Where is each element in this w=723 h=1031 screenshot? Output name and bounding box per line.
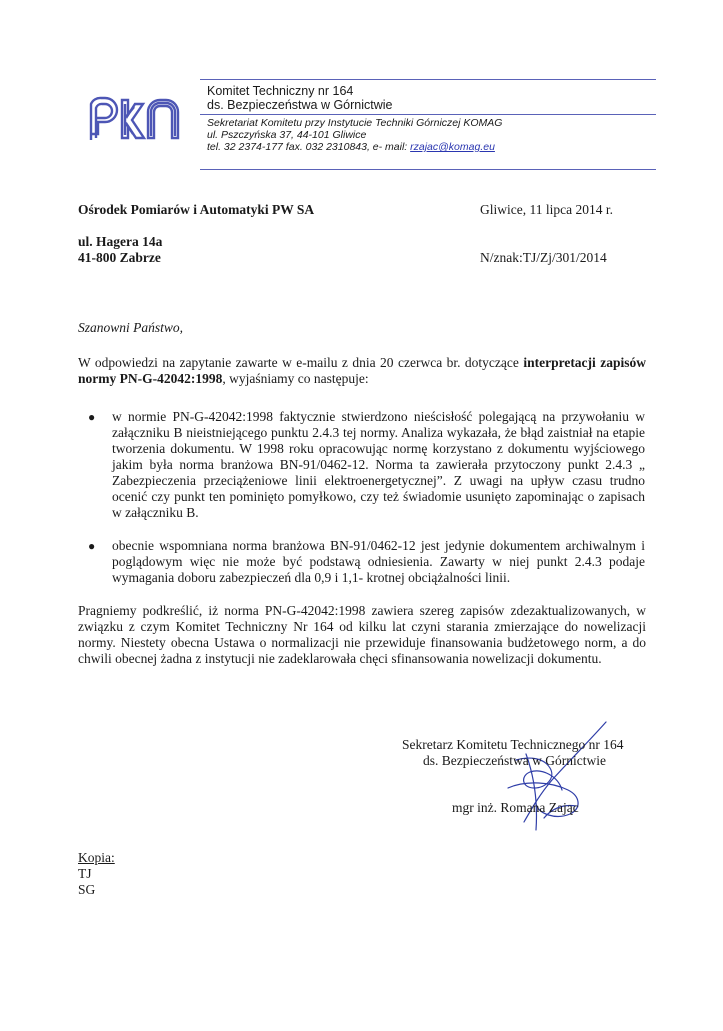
pkn-logo — [88, 96, 190, 142]
intro-bold-topic: interpretacji zapisów — [523, 355, 646, 370]
signature-title-line1: Sekretarz Komitetu Technicznego nr 164 — [402, 737, 624, 752]
committee-name: Komitet Techniczny nr 164 — [207, 84, 354, 98]
copy-recipient: TJ — [78, 866, 92, 881]
signatory-name: mgr inż. Romana Zając — [452, 800, 579, 815]
place-date: Gliwice, 11 lipca 2014 r. — [480, 202, 613, 217]
intro-paragraph — [78, 355, 646, 387]
secretariat-name: Sekretariat Komitetu przy Instytucie Techniki Górniczej KOMAG — [207, 117, 503, 129]
signature-scribble — [486, 718, 616, 834]
secretariat-contact — [207, 141, 495, 153]
closing-paragraph: Pragniemy podkreślić, iż norma PN-G-42042:1998 zawiera szereg zapisów zdezaktualizowanych, w związku z czym Komitet Techniczny Nr 164 od kilku lat czyni starania zmierzające do nowelizacji normy. Niestety obecna Ustawa o normalizacji nie przewiduje finansowania budżetowego norm, a do chwili obecnej żadna z instytucji nie zadeklarowała chęci sfinansowania nowelizacji dokumentu. — [78, 603, 646, 666]
bullet-text-2: obecnie wspomniana norma branżowa BN-91/0462-12 jest jedynie dokumentem archiwalnym i poglądowym więc nie może być podstawą odniesienia. Zawarty w niej punkt 2.4.3 podaje wymagania doboru zabezpieczeń dla 0,9 i 1,1- krotnej obciążalności linii. — [112, 538, 645, 585]
intro-ending: , wyjaśniamy co następuje: — [222, 371, 369, 386]
header-rule-bottom — [200, 169, 656, 170]
committee-subtitle: ds. Bezpieczeństwa w Górnictwie — [207, 98, 393, 112]
bullet-icon: ● — [88, 410, 96, 424]
header-rule-middle — [200, 114, 656, 115]
recipient-name: Ośrodek Pomiarów i Automatyki PW SA — [78, 202, 315, 217]
signature-title-line2: ds. Bezpieczeństwa w Górnictwie — [423, 753, 606, 768]
salutation: Szanowni Państwo, — [78, 320, 184, 335]
reference-number: N/znak:TJ/Zj/301/2014 — [480, 250, 607, 265]
copies-label: Kopia: — [78, 850, 115, 865]
intro-text: W odpowiedzi na zapytanie zawarte w e-mailu z dnia 20 czerwca br. dotyczące — [78, 355, 524, 370]
contact-phone-fax: tel. 32 2374-177 fax. 032 2310843, e- mail: — [207, 141, 411, 153]
email-link[interactable]: rzajac@komag.eu — [410, 141, 495, 153]
recipient-city: 41-800 Zabrze — [78, 250, 161, 265]
bullet-icon: ● — [88, 539, 96, 553]
recipient-street: ul. Hagera 14a — [78, 234, 163, 249]
bullet-text-1: w normie PN-G-42042:1998 faktycznie stwierdzono nieścisłość polegającą na przywołaniu w załączniku B nieistniejącego punktu 2.4.3 tej normy. Analiza wykazała, że błąd zaistniał na etapie tworzenia dokumentu. W 1998 roku opracowując normę korzystano z dokumentu wyjściowego jakim była norma branżowa BN-91/0462-12. Norma ta zawierała przytoczony punkt 2.4.3 „ Zabezpieczenia przeciążeniowe linii elektroenergetycznej”. Z uwagi na upływ czasu trudno ocenić czy punkt ten pominięto pomyłkowo, czy też świadomie usunięto zapominając o zapisach w załączniku B. — [112, 409, 645, 520]
secretariat-address: ul. Pszczyńska 37, 44-101 Gliwice — [207, 129, 367, 141]
header-rule-top — [200, 79, 656, 80]
intro-bold-norm: normy PN-G-42042:1998 — [78, 371, 223, 386]
copy-recipient: SG — [78, 882, 96, 897]
